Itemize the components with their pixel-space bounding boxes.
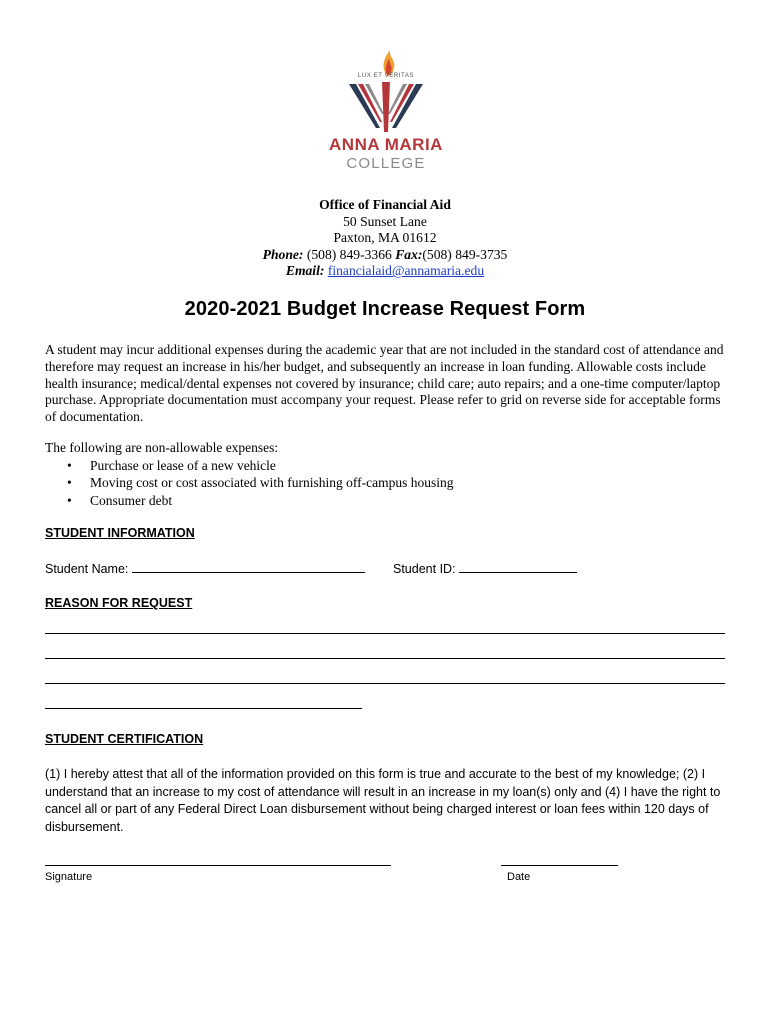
student-id-field[interactable] bbox=[393, 562, 577, 576]
reason-line[interactable] bbox=[45, 708, 362, 709]
list-item: • Purchase or lease of a new vehicle bbox=[67, 457, 453, 474]
logo-motto: LUX ET VERITAS bbox=[357, 73, 415, 79]
college-logo bbox=[318, 46, 454, 176]
form-title: 2020-2021 Budget Increase Request Form bbox=[184, 298, 586, 320]
student-information-heading: STUDENT INFORMATION bbox=[45, 526, 195, 540]
date-line[interactable] bbox=[501, 865, 618, 866]
certification-heading: STUDENT CERTIFICATION bbox=[45, 732, 204, 746]
logo-name-line1: ANNA MARIA bbox=[329, 135, 443, 154]
office-name: Office of Financial Aid bbox=[319, 197, 451, 212]
student-id-blank[interactable] bbox=[459, 562, 577, 573]
reason-heading: REASON FOR REQUEST bbox=[45, 596, 193, 610]
phone-number: (508) 849-3366 bbox=[306, 246, 392, 262]
student-name-blank[interactable] bbox=[132, 562, 365, 573]
phone-fax-line bbox=[0, 247, 770, 264]
reason-line[interactable] bbox=[45, 683, 725, 684]
intro-paragraph: A student may incur additional expenses during the academic year that are not included in the standard cost of attendance and therefore may request an increase in his/her budget, and subsequently an increase in loan funding. Allowable costs include health insurance; medical/dental expenses not covered by insurance; child care; auto repairs; and a one-time computer/laptop purchase. Appropriate documentation must accompany your request. Please refer to grid on reverse side for acceptable forms of documentation. bbox=[45, 342, 724, 425]
reason-line[interactable] bbox=[45, 633, 725, 634]
student-id-label: Student ID: bbox=[393, 562, 456, 576]
nonallowable-list bbox=[67, 457, 453, 509]
signature-label: Signature bbox=[45, 871, 93, 883]
certification-text: (1) I hereby attest that all of the information provided on this form is true and accurate to the best of my knowledge; (2) I understand that an increase to my cost of attendance will result in an increase in my loan(s) only and (4) I have the right to cancel all or part of any Federal Direct Loan disbursement without being charged interest or loan fees within 120 days of disbursement. bbox=[45, 767, 721, 834]
signature-line[interactable] bbox=[45, 865, 391, 866]
email-label: Email: bbox=[285, 263, 325, 279]
date-label: Date bbox=[507, 871, 531, 883]
list-item: • Consumer debt bbox=[67, 492, 453, 509]
reason-line[interactable] bbox=[45, 658, 725, 659]
torch-book-icon bbox=[349, 82, 423, 132]
city-state-zip: Paxton, MA 01612 bbox=[333, 230, 437, 246]
email-line bbox=[0, 263, 770, 280]
contact-block bbox=[0, 197, 770, 280]
nonallowable-intro: The following are non-allowable expenses: bbox=[45, 440, 279, 455]
student-name-field[interactable] bbox=[45, 562, 365, 576]
email-link[interactable]: financialaid@annamaria.edu bbox=[327, 263, 485, 279]
fax-label: Fax: bbox=[395, 246, 423, 262]
street-address: 50 Sunset Lane bbox=[343, 213, 427, 229]
student-name-label: Student Name: bbox=[45, 562, 129, 576]
list-item: • Moving cost or cost associated with furnishing off-campus housing bbox=[67, 474, 453, 491]
logo-name-line2: COLLEGE bbox=[346, 155, 426, 172]
fax-number: (508) 849-3735 bbox=[422, 246, 508, 262]
phone-label: Phone: bbox=[262, 246, 304, 262]
